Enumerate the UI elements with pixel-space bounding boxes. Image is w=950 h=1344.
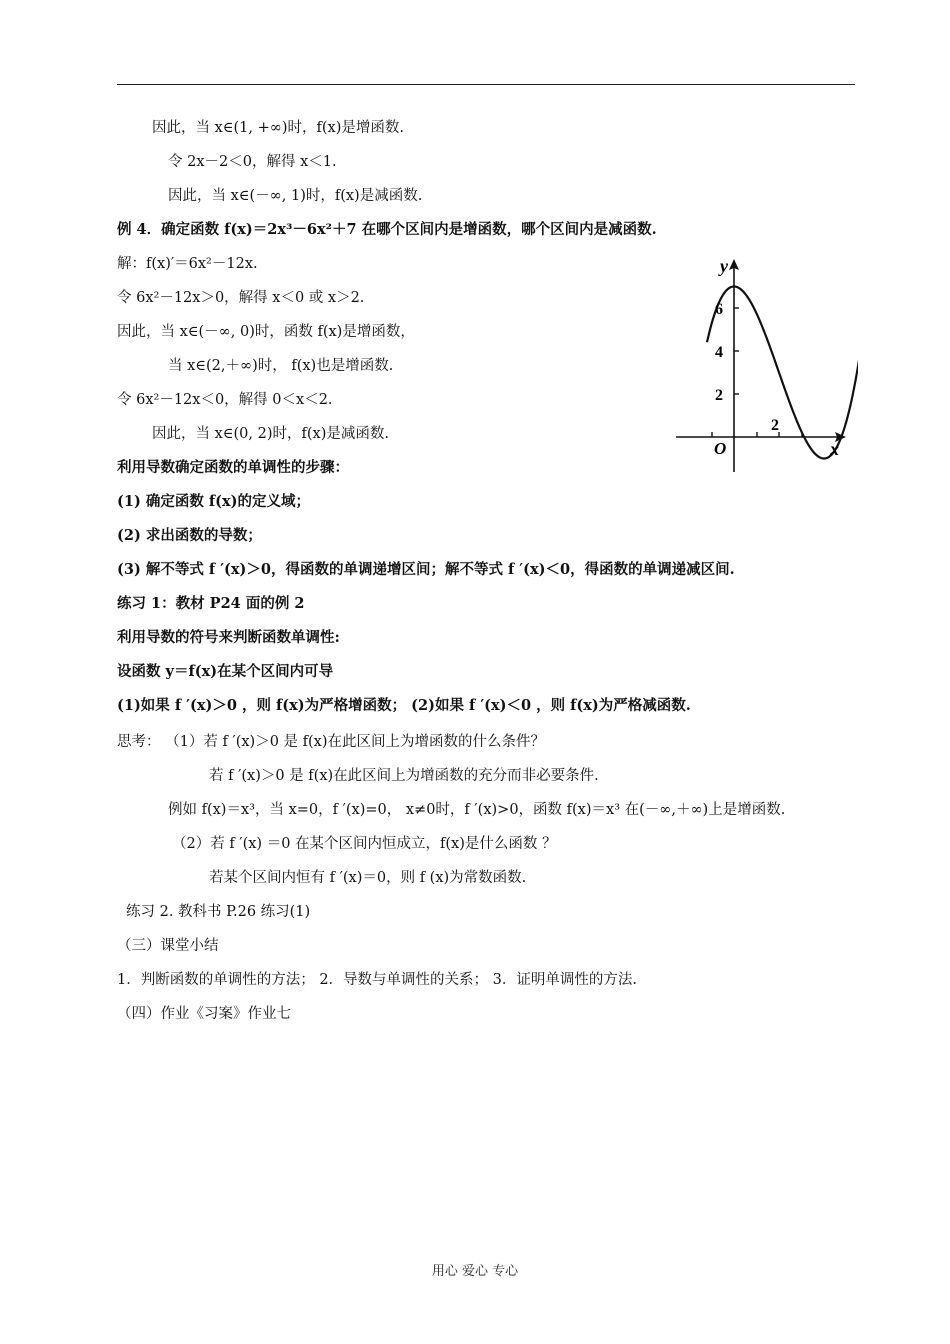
- function-graph: [668, 252, 858, 472]
- differentiable-line: 设函数 y＝f(x)在某个区间内可导: [117, 663, 334, 680]
- origin-label: O: [714, 439, 727, 458]
- step-3: (3) 解不等式 f ′(x)＞0，得函数的单调递增区间；解不等式 f ′(x)＜0，得函数的单调递减区间.: [117, 561, 735, 578]
- think-example: 例如 f(x)＝x³，当 x=0，f ′(x)=0， x≠0时，f ′(x)>0，函数 f(x)＝x³ 在(－∞,＋∞)上是增函数.: [168, 802, 786, 818]
- x-tick-label-2: 2: [771, 417, 779, 434]
- function-curve: [707, 252, 858, 458]
- text-line-1: 因此，当 x∈(1, +∞)时，f(x)是增函数.: [152, 120, 404, 136]
- think-question-1: 思考： （1）若 f ′(x)＞0 是 f(x)在此区间上为增函数的什么条件？: [117, 734, 546, 750]
- exercise-2: 练习 2. 教科书 P.26 练习(1): [126, 904, 311, 920]
- y-tick-label-4: 4: [715, 344, 723, 361]
- derivative-sign-heading: 利用导数的符号来判断函数单调性:: [117, 629, 340, 646]
- example-4-heading: 例 4．确定函数 f(x)＝2x³－6x²＋7 在哪个区间内是增函数，哪个区间内是减函数.: [117, 221, 657, 238]
- text-line-10: 因此，当 x∈(0, 2)时，f(x)是减函数.: [152, 426, 389, 442]
- solution-line: 解：f(x)′＝6x²－12x.: [117, 256, 258, 272]
- monotonic-rule: (1)如果 f ′(x)＞0 ，则 f(x)为严格增函数； (2)如果 f ′(x)＜0 ，则 f(x)为严格减函数.: [117, 697, 691, 714]
- y-tick-label-6: 6: [715, 301, 723, 318]
- step-1: (1) 确定函数 f(x)的定义域；: [117, 493, 311, 510]
- y-axis-label: y: [720, 256, 728, 276]
- summary-line: 1．判断函数的单调性的方法； 2．导数与单调性的关系； 3．证明单调性的方法.: [117, 972, 638, 988]
- header-rule: [117, 84, 855, 85]
- think-answer-2: 若某个区间内恒有 f ′(x)＝0，则 f (x)为常数函数.: [209, 870, 527, 886]
- steps-heading: 利用导数确定函数的单调性的步骤：: [117, 459, 349, 476]
- x-axis-label: x: [830, 439, 839, 459]
- homework-line: （四）作业《习案》作业七: [117, 1006, 291, 1022]
- text-line-7: 因此，当 x∈(－∞, 0)时，函数 f(x)是增函数，: [117, 324, 415, 340]
- summary-heading: （三）课堂小结: [117, 938, 219, 954]
- think-question-2: （2）若 f ′(x) ＝0 在某个区间内恒成立，f(x)是什么函数 ？: [172, 836, 557, 852]
- text-line-2: 令 2x－2＜0，解得 x＜1.: [168, 154, 337, 170]
- step-2: (2) 求出函数的导数；: [117, 527, 262, 544]
- text-line-9: 令 6x²－12x＜0，解得 0＜x＜2.: [117, 392, 333, 408]
- think-answer-1: 若 f ′(x)＞0 是 f(x)在此区间上为增函数的充分而非必要条件.: [209, 768, 599, 784]
- text-line-3: 因此，当 x∈(－∞, 1)时，f(x)是减函数.: [168, 188, 423, 204]
- text-line-6: 令 6x²－12x＞0，解得 x＜0 或 x＞2.: [117, 290, 365, 306]
- exercise-1: 练习 1：教材 P24 面的例 2: [117, 595, 305, 612]
- text-line-8: 当 x∈(2,＋∞)时， f(x)也是增函数.: [168, 358, 394, 374]
- footer: 用心 爱心 专心: [431, 1264, 519, 1279]
- y-tick-label-2: 2: [715, 387, 723, 404]
